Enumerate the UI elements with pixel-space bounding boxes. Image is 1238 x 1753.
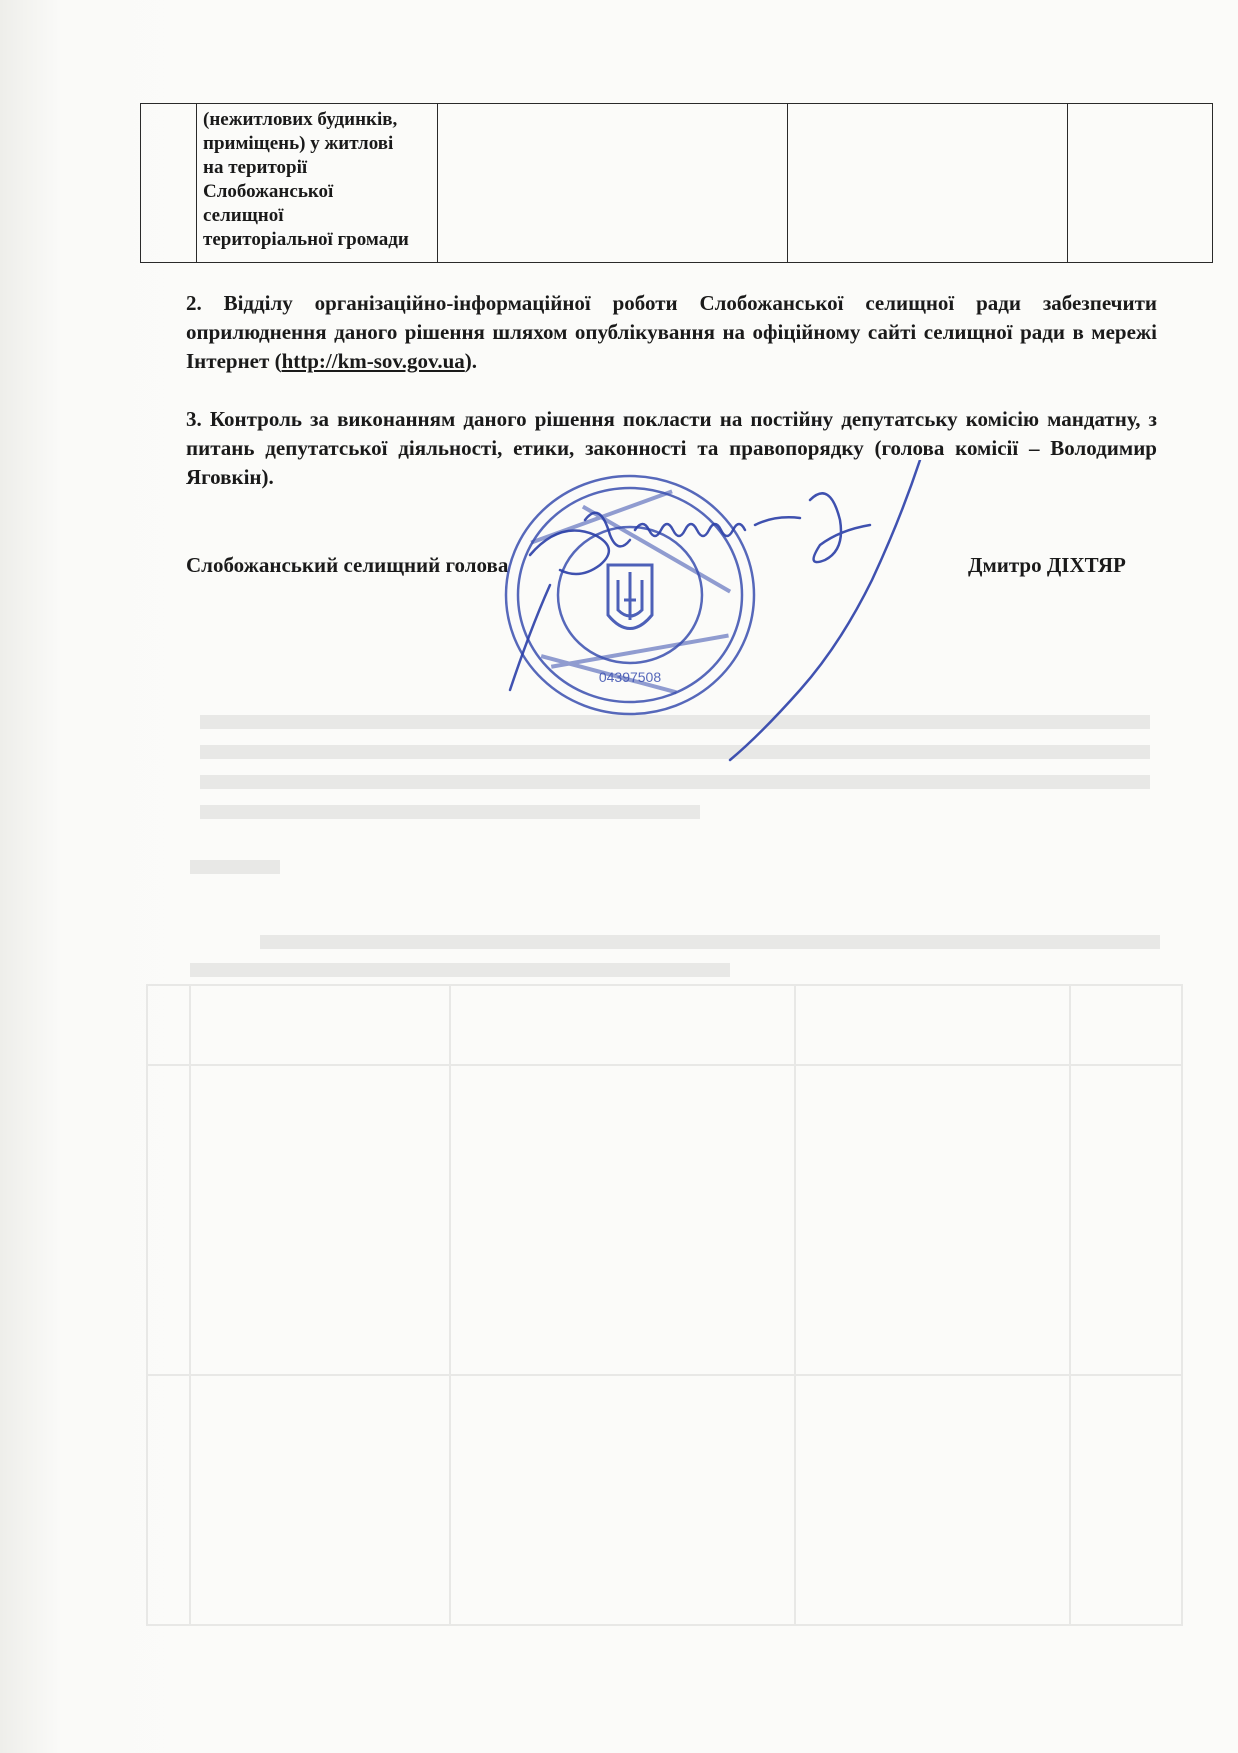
signatory-title: Слобожанський селищний голова [186, 553, 509, 577]
table-row [141, 104, 1213, 263]
table-cell-goal [438, 104, 788, 263]
cell-text-line: (нежитлових будинків, [203, 109, 398, 130]
paragraph-2 [186, 289, 1157, 376]
table-cell-responsible [788, 104, 1068, 263]
cell-text-line: на території [203, 157, 308, 178]
seal-code: 04397508 [598, 669, 662, 685]
cell-text-line: селищної [203, 205, 284, 226]
handwritten-signature-icon [500, 460, 1020, 790]
paragraph-3: 3. Контроль за виконанням даного рішення покласти на постійну депутатську комісію мандатну, з питань депутатської діяльності, етики, законності та правопорядку (голова комісії – Володимир Яговкін). [186, 407, 1157, 489]
cell-text-line: територіальної громади [203, 229, 409, 250]
paragraph-2-text: 2. Відділу організаційно-інформаційної роботи Слобожанської селищної ради забезпечити оприлюднення даного рішення шляхом опублікування на офіційному сайті селищної ради в мережі Інтернет ( [186, 291, 1157, 373]
table-cell-number [141, 104, 197, 263]
continuation-table [140, 103, 1213, 263]
cell-text-line: приміщень) у житлові [203, 133, 394, 154]
cell-text-line: Слобожанської [203, 181, 334, 202]
table-cell-deadline [1068, 104, 1213, 263]
website-link[interactable]: http://km-sov.gov.ua [281, 349, 465, 373]
table-cell-project-name [197, 104, 438, 263]
paragraph-2-end: ). [464, 349, 478, 373]
signatory-name: Дмитро ДІХТЯР [968, 553, 1126, 577]
